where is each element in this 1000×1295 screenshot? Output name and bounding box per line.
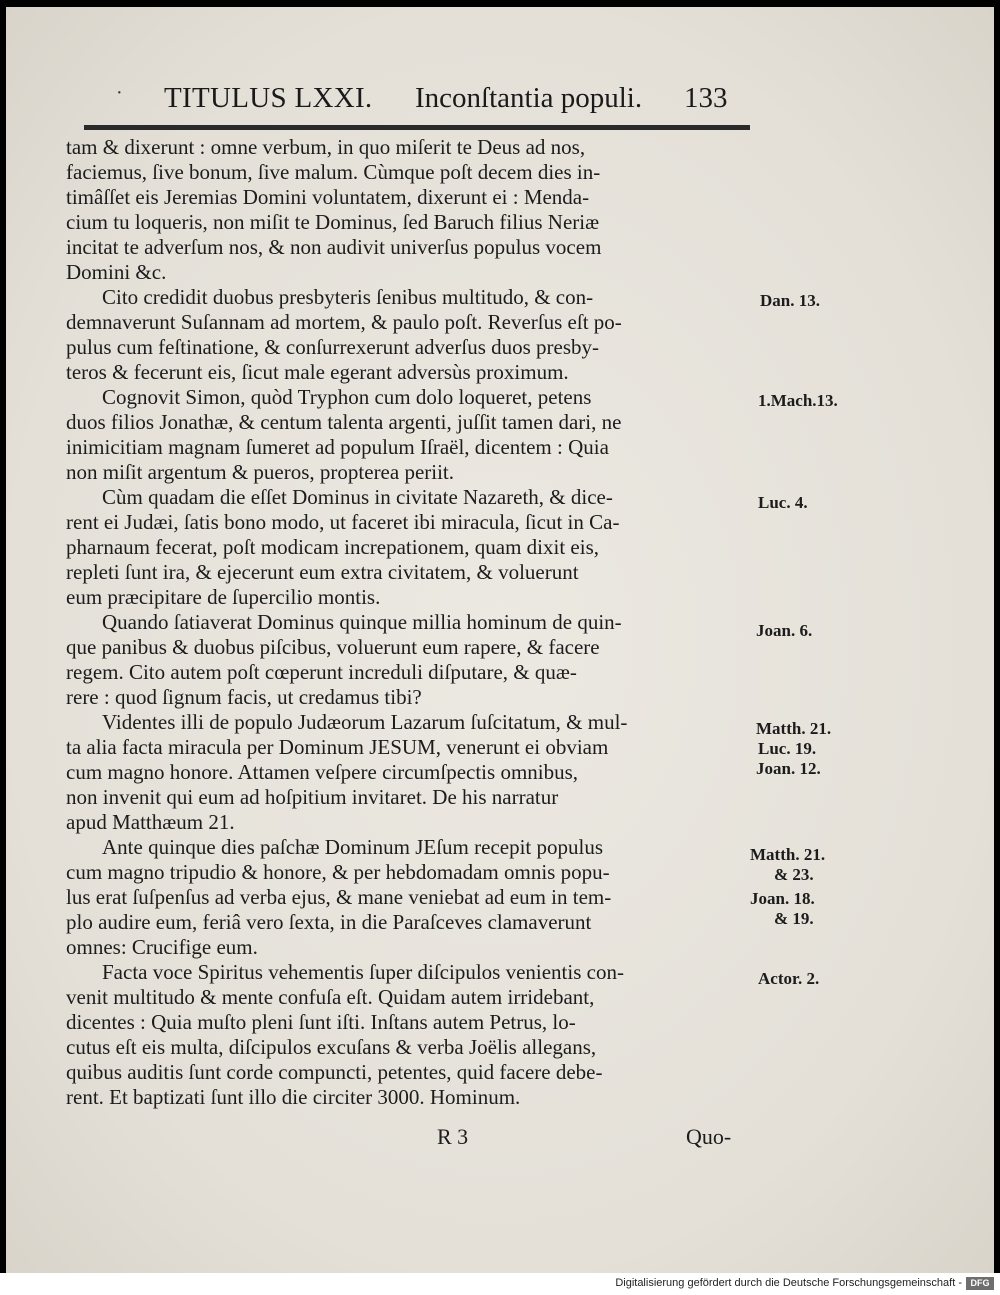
catchword: Quo- <box>686 1124 732 1149</box>
text-line: plo audire eum, feriâ vero ſexta, in die Paraſceves clamaverunt <box>66 910 592 934</box>
digitization-credit-bar <box>0 1273 1000 1295</box>
text-line: Domini &c. <box>66 260 167 284</box>
text-line: eum præcipitare de ſupercilio montis. <box>66 585 381 609</box>
margin-reference: Matth. 21. <box>756 719 832 738</box>
dfg-logo-icon: DFG <box>966 1277 994 1290</box>
book-page <box>6 7 994 1273</box>
text-line: cium tu loqueris, non miſit te Dominus, ſed Baruch filius Neriæ <box>66 210 600 234</box>
text-line: tam & dixerunt : omne verbum, in quo miſerit te Deus ad nos, <box>66 135 586 159</box>
text-line: rent. Et baptizati ſunt illo die circiter 3000. Hominum. <box>66 1085 521 1109</box>
margin-reference: 1.Mach.13. <box>758 391 838 410</box>
margin-reference: & 19. <box>774 909 814 928</box>
header-subtitle: Inconſtantia populi. <box>415 82 643 114</box>
text-line: Cito credidit duobus presbyteris ſenibus multitudo, & con- <box>102 285 594 309</box>
text-line: timâſſet eis Jeremias Domini voluntatem, dixerunt ei : Menda- <box>66 185 590 209</box>
text-line: non invenit qui eum ad hoſpitium invitaret. De his narratur <box>66 785 559 809</box>
text-line: duos filios Jonathæ, & centum talenta argenti, juſſit tamen dari, ne <box>66 410 622 434</box>
text-line: repleti ſunt ira, & ejecerunt eum extra civitatem, & voluerunt <box>66 560 579 584</box>
signature-mark: R 3 <box>437 1124 469 1149</box>
text-line: omnes: Crucifige eum. <box>66 935 258 959</box>
text-line: cutus eſt eis multa, diſcipulos excuſans & verba Joëlis allegans, <box>66 1035 597 1059</box>
text-line: Videntes illi de populo Judæorum Lazarum ſuſcitatum, & mul- <box>102 710 628 734</box>
text-line: inimicitiam magnam ſumeret ad populum Iſraël, dicentem : Quia <box>66 435 609 459</box>
text-line: quibus auditis ſunt corde compuncti, petentes, quid facere debe- <box>66 1060 603 1084</box>
text-line: Cùm quadam die eſſet Dominus in civitate Nazareth, & dice- <box>102 485 613 509</box>
margin-reference: Matth. 21. <box>750 845 826 864</box>
text-line: Facta voce Spiritus vehementis ſuper diſcipulos venientis con- <box>102 960 624 984</box>
text-line: venit multitudo & mente confuſa eſt. Quidam autem irridebant, <box>66 985 595 1009</box>
header-rule <box>84 125 750 130</box>
margin-reference: Actor. 2. <box>758 969 820 988</box>
text-line: dicentes : Quia muſto pleni ſunt iſti. Inſtans autem Petrus, lo- <box>66 1010 576 1034</box>
header-dot: · <box>116 82 123 104</box>
credit-text: Digitalisierung gefördert durch die Deutsche Forschungsgemeinschaft - <box>615 1277 962 1289</box>
page-number: 133 <box>684 82 728 114</box>
text-line: cum magno honore. Attamen veſpere circumſpectis omnibus, <box>66 760 579 784</box>
margin-reference: Luc. 19. <box>758 739 817 758</box>
margin-reference: & 23. <box>774 865 814 884</box>
header-title: TITULUS LXXI. <box>164 82 373 114</box>
text-line: incitat te adverſum nos, & non audivit univerſus populus vocem <box>66 235 602 259</box>
text-line: Cognovit Simon, quòd Tryphon cum dolo loqueret, petens <box>102 385 592 409</box>
text-line: Quando ſatiaverat Dominus quinque millia hominum de quin- <box>102 610 622 634</box>
margin-reference: Joan. 6. <box>756 621 813 640</box>
text-line: pulus cum feſtinatione, & conſurrexerunt adverſus duos presby- <box>66 335 600 359</box>
text-line: rere : quod ſignum facis, ut credamus tibi? <box>66 685 422 709</box>
margin-reference: Joan. 12. <box>756 759 821 778</box>
margin-reference: Joan. 18. <box>750 889 815 908</box>
text-line: que panibus & duobus piſcibus, voluerunt eum rapere, & facere <box>66 635 600 659</box>
margin-reference: Luc. 4. <box>758 493 808 512</box>
text-line: ta alia facta miracula per Dominum JESUM, venerunt ei obviam <box>66 735 609 759</box>
text-line: rent ei Judæi, ſatis bono modo, ut faceret ibi miracula, ſicut in Ca- <box>66 510 620 534</box>
text-line: faciemus, ſive bonum, ſive malum. Cùmque poſt decem dies in- <box>66 160 601 184</box>
text-line: cum magno tripudio & honore, & per hebdomadam omnis popu- <box>66 860 610 884</box>
margin-reference: Dan. 13. <box>760 291 820 310</box>
text-line: Ante quinque dies paſchæ Dominum JEſum recepit populus <box>102 835 604 859</box>
text-line: apud Matthæum 21. <box>66 810 235 834</box>
text-line: teros & fecerunt eis, ſicut male egerant adversùs proximum. <box>66 360 569 384</box>
running-head <box>0 82 1000 122</box>
text-line: demnaverunt Suſannam ad mortem, & paulo poſt. Reverſus eſt po- <box>66 310 622 334</box>
text-line: non miſit argentum & pueros, propterea periit. <box>66 460 455 484</box>
text-line: lus erat ſuſpenſus ad verba ejus, & mane veniebat ad eum in tem- <box>66 885 612 909</box>
text-line: regem. Cito autem poſt cœperunt increduli diſputare, & quæ- <box>66 660 577 684</box>
text-line: pharnaum fecerat, poſt modicam increpationem, quam dixit eis, <box>66 535 599 559</box>
